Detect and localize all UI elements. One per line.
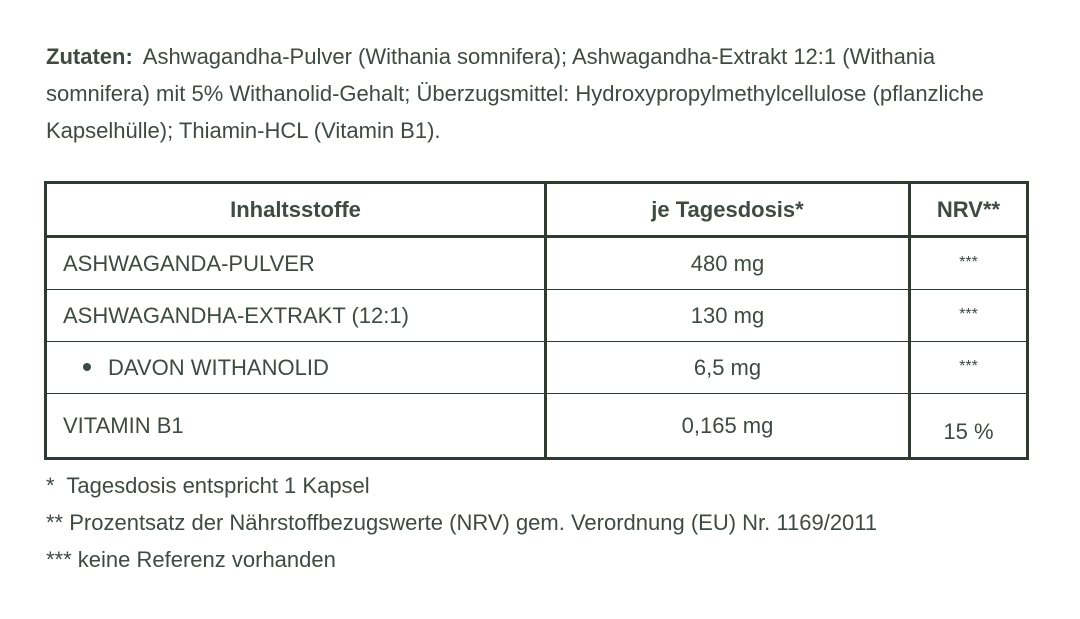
cell-dose: 0,165 mg <box>546 394 910 459</box>
header-daily-dose: je Tagesdosis* <box>546 183 910 237</box>
cell-ingredient-name: ASHWAGANDA-PULVER <box>46 237 546 290</box>
header-nrv: NRV** <box>910 183 1028 237</box>
nrv-value: *** <box>959 357 978 375</box>
table-row <box>46 237 1028 290</box>
table-header-row <box>46 183 1028 237</box>
nutrition-table <box>44 181 1029 460</box>
ingredients-label: Zutaten: <box>46 44 133 69</box>
cell-nrv: 15 % <box>910 394 1028 459</box>
cell-dose: 6,5 mg <box>546 342 910 394</box>
cell-nrv <box>910 290 1028 342</box>
nrv-value: *** <box>959 305 978 323</box>
cell-ingredient-name: ASHWAGANDHA-EXTRAKT (12:1) <box>46 290 546 342</box>
cell-nrv <box>910 342 1028 394</box>
table-row <box>46 394 1028 459</box>
cell-dose: 130 mg <box>546 290 910 342</box>
cell-ingredient-name-sub <box>46 342 546 394</box>
bullet-icon <box>83 363 91 371</box>
table-row <box>46 342 1028 394</box>
cell-ingredient-name: VITAMIN B1 <box>46 394 546 459</box>
footnote-no-reference: *** keine Referenz vorhanden <box>46 547 336 572</box>
footnote-daily-dose: * Tagesdosis entspricht 1 Kapsel <box>46 473 370 498</box>
ingredients-paragraph <box>46 38 1036 149</box>
nrv-value: *** <box>959 253 978 271</box>
footnote-nrv: ** Prozentsatz der Nährstoffbezugswerte (NRV) gem. Verordnung (EU) Nr. 1169/2011 <box>46 510 878 535</box>
footnotes <box>46 467 877 578</box>
cell-nrv <box>910 237 1028 290</box>
cell-dose: 480 mg <box>546 237 910 290</box>
ingredients-text: Ashwagandha-Pulver (Withania somnifera); Ashwagandha-Extrakt 12:1 (Withania somnifera) mit 5% Withanolid-Gehalt; Überzugsmittel: Hydroxypropylmethylcellulose (pflanzliche Kapselhülle); Thiamin-HCL (Vitamin B1). <box>46 44 984 143</box>
table-row <box>46 290 1028 342</box>
sub-ingredient-label: DAVON WITHANOLID <box>108 354 329 380</box>
header-ingredients: Inhaltsstoffe <box>46 183 546 237</box>
